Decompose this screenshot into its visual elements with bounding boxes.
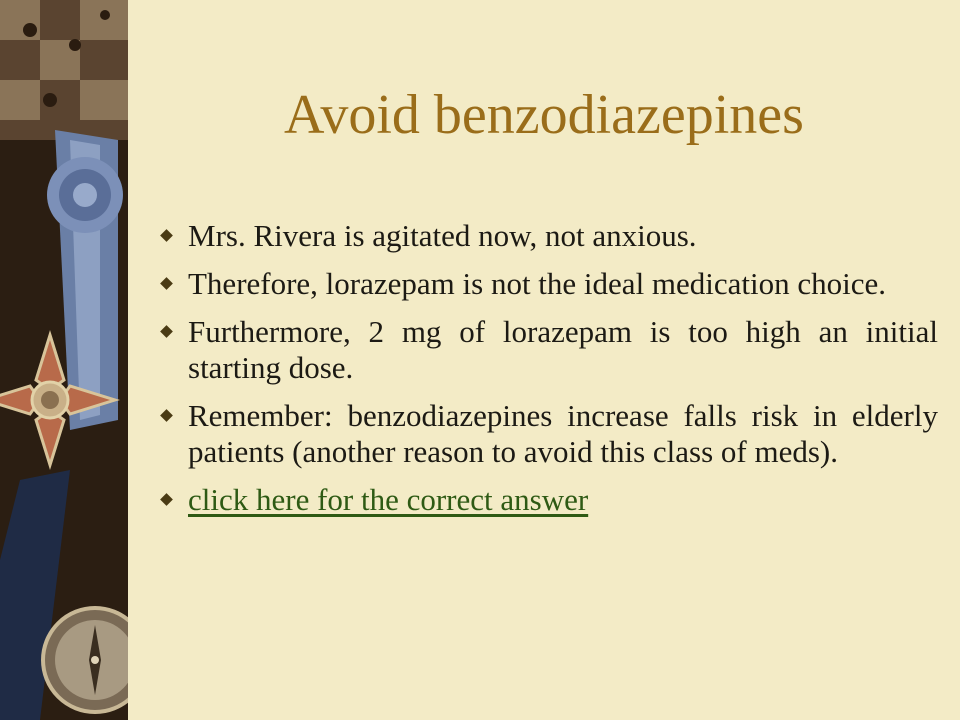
diamond-bullet-icon (160, 277, 173, 290)
medal-compass-collage (0, 0, 128, 720)
bullet-text: Mrs. Rivera is agitated now, not anxious. (188, 218, 697, 253)
bullet-text: Remember: benzodiazepines increase falls risk in elderly patients (another reason to avoid this class of meds). (188, 398, 938, 469)
diamond-bullet-icon (160, 409, 173, 422)
decorative-side-image (0, 0, 128, 720)
diamond-bullet-icon (160, 325, 173, 338)
bullet-text: Furthermore, 2 mg of lorazepam is too high an initial starting dose. (188, 314, 938, 385)
diamond-bullet-icon (160, 229, 173, 242)
bullet-item (158, 398, 938, 470)
bullet-item (158, 482, 938, 518)
bullet-item (158, 218, 938, 254)
bullet-list (158, 218, 938, 530)
slide-content (128, 0, 960, 720)
diamond-bullet-icon (160, 493, 173, 506)
correct-answer-link[interactable]: click here for the correct answer (188, 482, 589, 517)
slide-title: Avoid benzodiazepines (284, 84, 804, 146)
bullet-text: Therefore, lorazepam is not the ideal medication choice. (188, 266, 887, 301)
bullet-item (158, 266, 938, 302)
bullet-item (158, 314, 938, 386)
